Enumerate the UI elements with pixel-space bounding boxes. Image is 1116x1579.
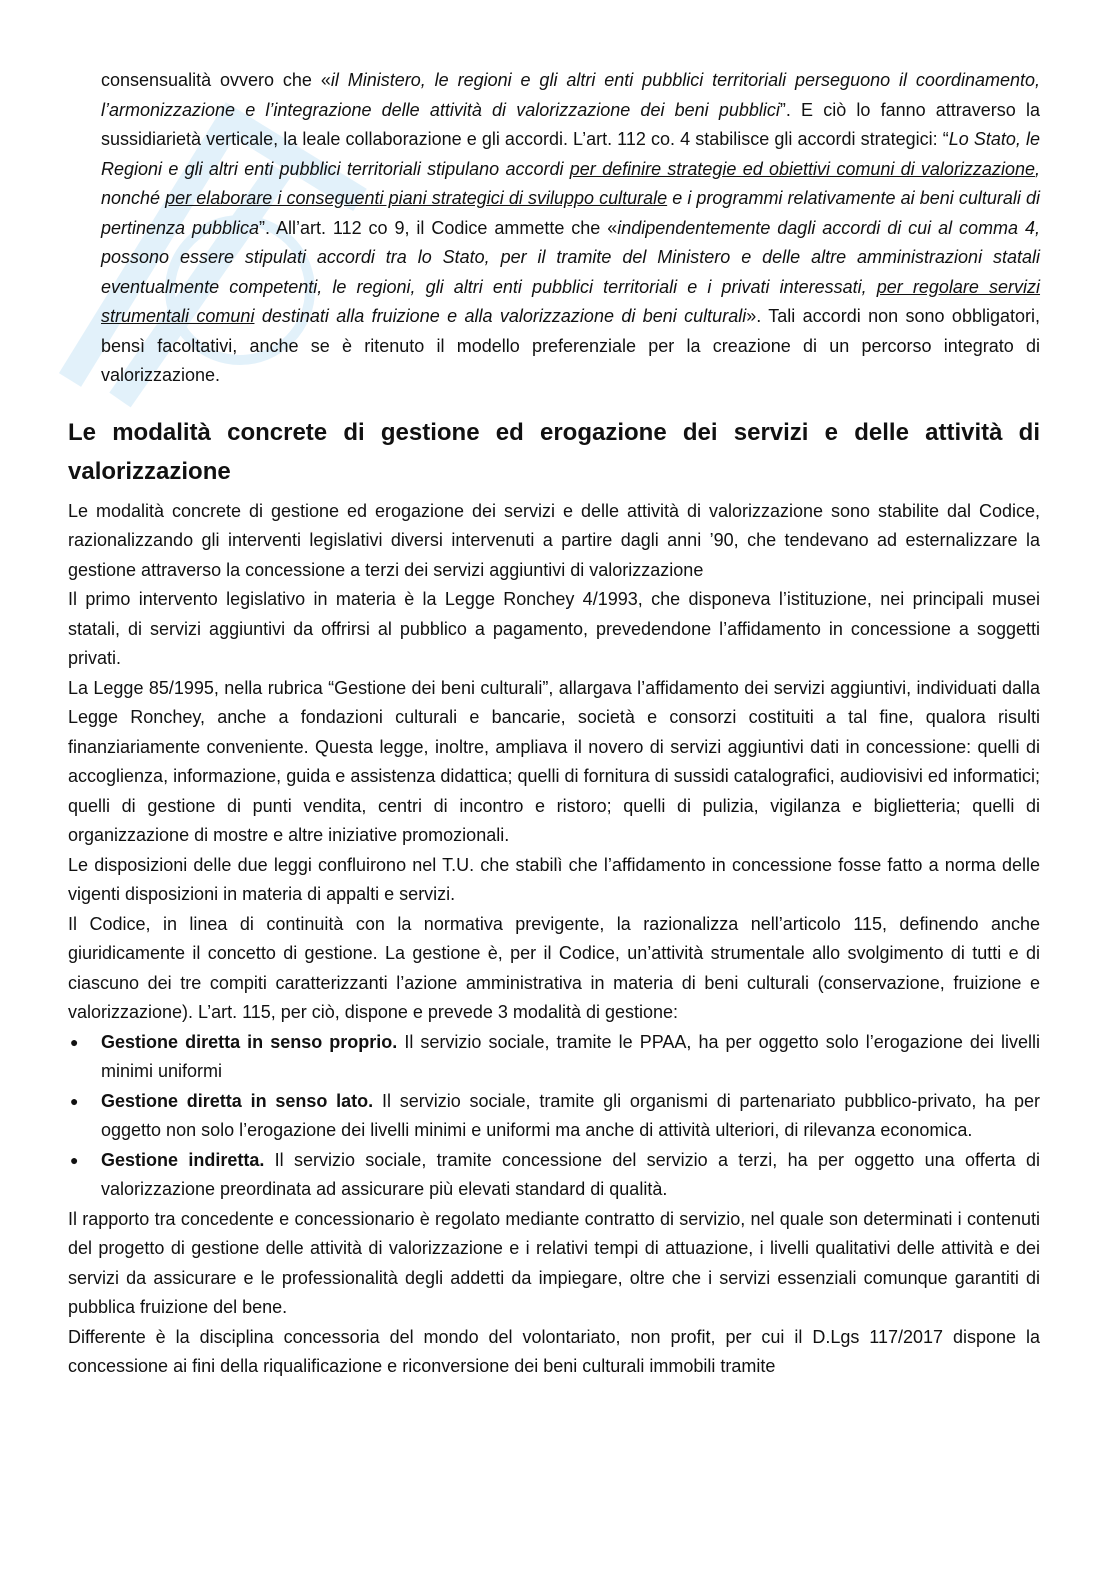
body-paragraph-1: Le modalità concrete di gestione ed erogazione dei servizi e delle attività di valorizzazione sono stabilite dal Codice, razionalizzando gli interventi legislativi diversi intervenuti a partire dagli anni ’90, che tendevano ad esternalizzare la gestione attraverso la concessione a terzi dei servizi aggiuntivi di valorizzazione <box>68 500 1040 580</box>
bullet-icon: ● <box>70 1151 79 1168</box>
list-item <box>68 1087 1040 1146</box>
list-item-title: Gestione diretta in senso proprio. <box>101 1031 398 1052</box>
quote-2-underline-d: per elaborare i conseguenti piani strategici di sviluppo culturale <box>165 188 668 208</box>
list-item <box>68 1146 1040 1205</box>
quote-3-underline-b: per regolare servizi strumentali comuni <box>101 276 1041 326</box>
list-item-text: Il servizio sociale, tramite gli organismi di partenariato pubblico-privato, ha per oggetto non solo l’erogazione dei livelli minimi e uniformi ma anche di attività ulteriori, di rilevanza economica. <box>101 1090 1040 1140</box>
quote-2-part-a: Lo Stato, le Regioni e gli altri enti pubblici territoriali stipulano accordi <box>101 129 1040 179</box>
body-paragraph-5: Il Codice, in linea di continuità con la normativa previgente, la razionalizza nell’articolo 115, definendo anche giuridicamente il concetto di gestione. La gestione è, per il Codice, un’attività strumentale allo svolgimento di tutti e di ciascuno dei tre compiti caratterizzanti l’azione amministrativa in materia di beni culturali (conservazione, fruizione e valorizzazione). L’art. 115, per ciò, dispone e prevede 3 modalità di gestione: <box>68 913 1040 1022</box>
list-item-text: Il servizio sociale, tramite le PPAA, ha per oggetto solo l’erogazione dei livelli minimi uniformi <box>101 1031 1040 1081</box>
list-item-title: Gestione diretta in senso lato. <box>101 1090 374 1111</box>
quote-2-part-e: e i programmi relativamente ai beni culturali di pertinenza pubblica <box>101 188 1040 238</box>
body-paragraph-2: Il primo intervento legislativo in materia è la Legge Ronchey 4/1993, che disponeva l’istituzione, nei principali musei statali, di servizi aggiuntivi da offrirsi al pubblico a pagamento, prevedendone l’affidamento in concessione a soggetti privati. <box>68 589 1040 668</box>
intro-text-4: ». Tali accordi non sono obbligatori, bensì facoltativi, anche se è ritenuto il modello preferenziale per la creazione di un percorso integrato di valorizzazione. <box>101 306 1040 385</box>
quote-3-part-a: indipendentemente dagli accordi di cui al comma 4, possono essere stipulati accordi tra lo Stato, per il tramite del Ministero e delle altre amministrazioni statali eventualmente competenti, le regioni, gli altri enti pubblici territoriali e i privati interessati, <box>101 217 1040 297</box>
closing-paragraph-2: Differente è la disciplina concessoria del mondo del volontariato, non profit, per cui il D.Lgs 117/2017 dispone la concessione ai fini della riqualificazione e riconversione dei beni culturali immobili tramite <box>68 1326 1040 1376</box>
quote-3-part-c: destinati alla fruizione e alla valorizzazione di beni culturali <box>254 306 747 326</box>
quote-2-underline-b: per definire strategie ed obiettivi comuni di valorizzazione <box>569 158 1035 179</box>
intro-text-1: consensualità ovvero che « <box>101 70 331 90</box>
bullet-icon: ● <box>70 1033 79 1050</box>
section-heading: Le modalità concrete di gestione ed erogazione dei servizi e delle attività di valorizzazione <box>68 418 1040 485</box>
bullet-icon: ● <box>70 1092 79 1109</box>
intro-quote-1: il Ministero, le regioni e gli altri enti pubblici territoriali perseguono il coordinamento, l’armonizzazione e l’integrazione delle attività di valorizzazione dei beni pubblici <box>101 70 1040 120</box>
body-paragraph-3: La Legge 85/1995, nella rubrica “Gestione dei beni culturali”, allargava l’affidamento dei servizi aggiuntivi, individuati dalla Legge Ronchey, anche a fondazioni culturali e bancarie, società e consorzi costituiti a tal fine, qualora risulti finanziariamente conveniente. Questa legge, inoltre, ampliava il novero di servizi aggiuntivi dati in concessione: quelli di accoglienza, informazione, guida e assistenza didattica; quelli di fornitura di sussidi catalografici, audiovisivi ed informatici; quelli di gestione di punti vendita, centri di incontro e ristoro; quelli di pulizia, vigilanza e biglietteria; quelli di organizzazione di mostre e altre iniziative promozionali. <box>68 677 1040 845</box>
body-paragraph-4: Le disposizioni delle due leggi confluirono nel T.U. che stabilì che l’affidamento in concessione fosse fatto a norma delle vigenti disposizioni in materia di appalti e servizi. <box>68 854 1040 904</box>
intro-paragraph <box>68 66 1040 391</box>
closing-paragraph-1: Il rapporto tra concedente e concessionario è regolato mediante contratto di servizio, nel quale son determinati i contenuti del progetto di gestione delle attività di valorizzazione e i relativi tempi di attuazione, i livelli qualitativi delle attività e dei servizi da assicurare e le professionalità degli addetti da impiegare, oltre che i servizi essenziali comunque garantiti di pubblica fruizione del bene. <box>68 1208 1040 1317</box>
intro-text-3: ”. All’art. 112 co 9, il Codice ammette che « <box>259 217 618 238</box>
management-modes-list <box>68 1028 1040 1205</box>
quote-2-part-c: , nonché <box>101 158 1040 208</box>
intro-text-2: ”. E ciò lo fanno attraverso la sussidiarietà verticale, la leale collaborazione e gli accordi. L’art. 112 co. 4 stabilisce gli accordi strategici: “ <box>101 99 1040 149</box>
list-item-title: Gestione indiretta. <box>101 1149 265 1170</box>
document-page <box>68 66 1040 1382</box>
list-item-text: Il servizio sociale, tramite concessione del servizio a terzi, ha per oggetto una offerta di valorizzazione preordinata ad assicurare più elevati standard di qualità. <box>101 1149 1040 1199</box>
list-item <box>68 1028 1040 1087</box>
